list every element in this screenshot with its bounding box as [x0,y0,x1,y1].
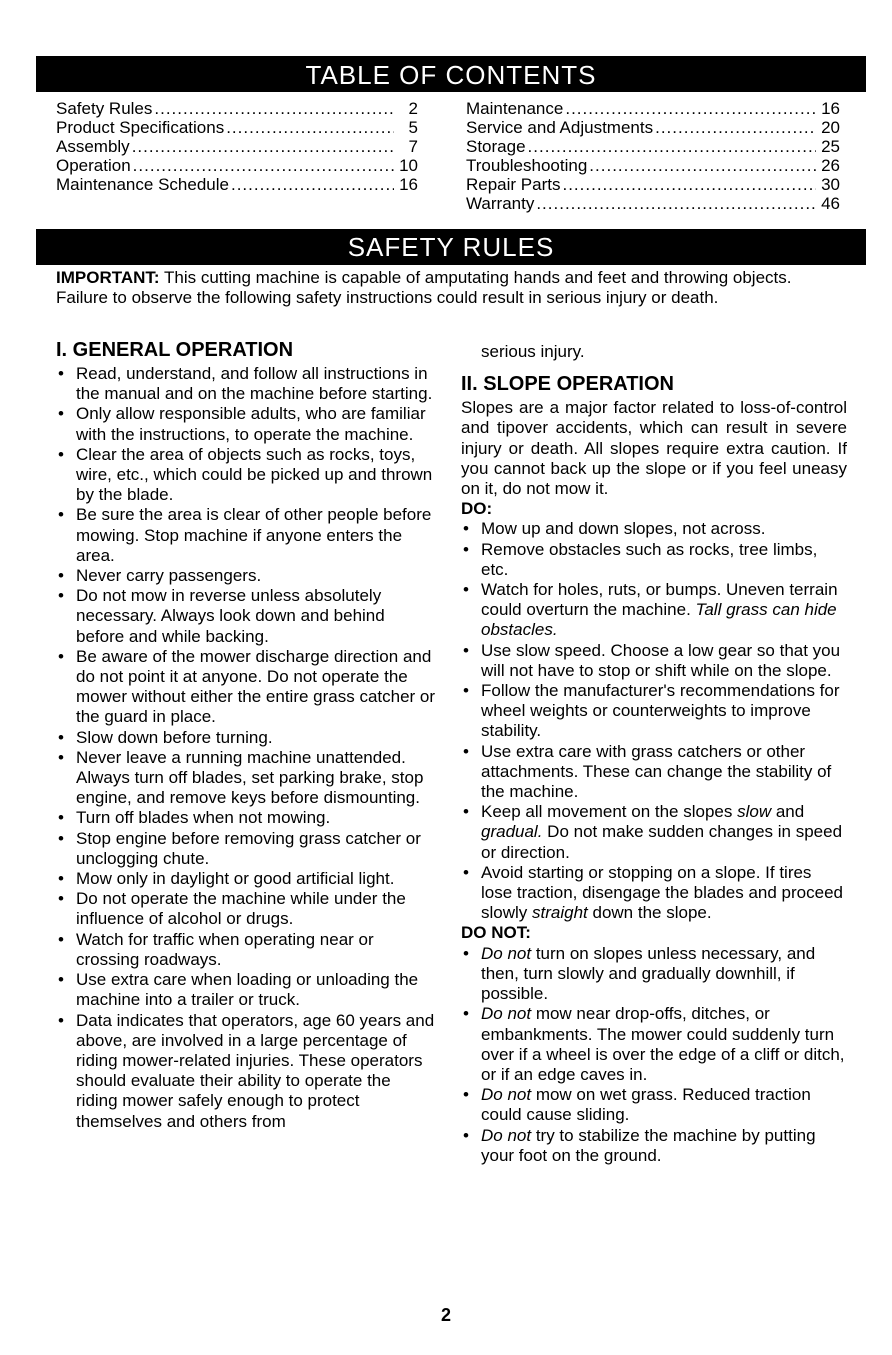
list-item [461,519,847,539]
toc-entry-label: Service and Adjustments [466,118,654,137]
list-item-text: Watch for holes, ruts, or bumps. Uneven terrain could overturn the machine. [481,580,838,620]
list-item [461,742,847,803]
toc-entry-page: 16 [821,99,840,118]
toc-entry-page: 46 [821,194,840,213]
do-label: DO: [461,499,493,519]
toc-entry-label: Safety Rules [56,99,153,118]
list-item-emphasis: slow [737,802,772,822]
list-item: • Slow down before turning. [56,728,436,748]
list-item-text: Mow up and down slopes, not across. [481,519,766,539]
important-text: This cutting machine is capable of amputating hands and feet and throwing objects. Failure to observe the following safety instructions could result in serious injury or death. [56,268,792,307]
list-item [461,580,847,641]
list-item [461,540,847,580]
list-item [461,802,847,863]
list-item: • Mow only in daylight or good artificial light. [56,869,436,889]
list-item: • Never carry passengers. [56,566,436,586]
list-item: • Never leave a running machine unattended. Always turn off blades, set parking brake, stop engine, and remove keys before dismounting. [56,748,436,809]
toc-entry[interactable] [466,118,840,137]
toc-entry-label: Troubleshooting [466,156,588,175]
list-item-text: mow on wet grass. Reduced traction could cause sliding. [481,1085,811,1125]
list-item: • Watch for traffic when operating near or crossing roadways. [56,930,436,970]
list-item: • Only allow responsible adults, who are familiar with the instructions, to operate the machine. [56,404,436,444]
slope-intro: Slopes are a major factor related to loss-of-control and tipover accidents, which can result in severe injury or death. All slopes require extra caution. If you cannot back up the slope or if you feel uneasy on it, do not mow it. [461,398,847,499]
list-item [461,641,847,681]
list-item-text: Use slow speed. Choose a low gear so that you will not have to stop or shift while on the slope. [481,640,841,680]
toc-entry-page: 20 [821,118,840,137]
list-item-text: mow near drop-offs, ditches, or embankments. The mower could suddenly turn over if a wheel is over the edge of a cliff or ditch, or if an edge caves in. [481,1004,845,1084]
list-item [461,863,847,924]
toc-entry-page: 10 [399,156,418,175]
list-item: • Use extra care when loading or unloading the machine into a trailer or truck. [56,970,436,1010]
toc-entry[interactable] [56,137,418,156]
list-item [461,1126,847,1166]
toc-entry-label: Product Specifications [56,118,225,137]
list-item-text: Avoid starting or stopping on a slope. If tires lose traction, disengage the blades and proceed slowly [481,862,843,923]
list-item: • Turn off blades when not mowing. [56,808,436,828]
list-item [461,1004,847,1085]
list-item: • Do not mow in reverse unless absolutely necessary. Always look down and behind before and while backing. [56,586,436,647]
toc-entry[interactable] [466,156,840,175]
toc-entry-label: Assembly [56,137,130,156]
section-heading: I. GENERAL OPERATION [56,339,294,361]
toc-entry[interactable] [466,194,840,213]
list-item: • Do not operate the machine while under the influence of alcohol or drugs. [56,889,436,929]
toc-header: TABLE OF CONTENTS [36,56,866,92]
safety-rules-header: SAFETY RULES [36,229,866,265]
slope-operation-section [461,342,847,1166]
list-item: • Data indicates that operators, age 60 years and above, are involved in a large percentage of riding mower-related injuries. These operators should evaluate their ability to operate the riding mower safely enough to protect themselves and others from [56,1011,436,1132]
toc-entry-page: 2 [408,99,418,118]
list-item-text: down the slope. [587,903,712,923]
list-item-text: Follow the manufacturer's recommendations for wheel weights or counterweights to improve stability. [481,681,840,741]
list-item-emphasis: Tall grass can hide obstacles. [481,600,837,640]
list-item-emphasis: Do not [481,1085,532,1105]
important-label: IMPORTANT: [56,268,160,287]
list-item [461,944,847,1005]
toc-entry[interactable] [56,156,418,175]
list-item-text: Remove obstacles such as rocks, tree limbs, etc. [481,539,818,579]
list-item: • Stop engine before removing grass catcher or unclogging chute. [56,829,436,869]
toc-entry-page: 30 [821,175,840,194]
section-heading: II. SLOPE OPERATION [461,373,674,396]
general-continued-text: serious injury. [481,342,585,361]
list-item-text: try to stabilize the machine by putting your foot on the ground. [481,1125,816,1165]
list-item-emphasis: Do not [481,943,532,963]
toc-entry-label: Storage [466,137,526,156]
list-item [461,1085,847,1125]
toc-entry-page: 25 [821,137,840,156]
toc-entry-label: Maintenance [466,99,564,118]
toc-entry[interactable] [56,175,418,194]
list-item-text: Use extra care with grass catchers or other attachments. These can change the stability of the machine. [481,741,832,802]
toc-entry[interactable] [466,99,840,118]
toc-entry-label: Repair Parts [466,175,561,194]
toc-entry-label: Operation [56,156,131,175]
list-item-text: and [771,802,805,822]
toc-entry-label: Maintenance Schedule [56,175,229,194]
list-item-text: Do not make sudden changes in speed or direction. [481,822,843,862]
do-not-label: DO NOT: [461,923,531,943]
toc-entry-page: 7 [408,137,418,156]
list-item [461,681,847,742]
list-item: • Read, understand, and follow all instructions in the manual and on the machine before starting. [56,364,436,404]
toc-entry[interactable] [56,99,418,118]
page-number: 2 [440,1305,451,1325]
toc-entry-page: 26 [821,156,840,175]
toc-right-column [466,99,840,213]
list-item-text: Keep all movement on the slopes [481,802,738,822]
list-item-emphasis: gradual. [481,822,543,842]
toc-entry-label: Warranty [466,194,535,213]
list-item: • Be aware of the mower discharge direction and do not point it at anyone. Do not operate the mower without either the entire grass catcher or the guard in place. [56,647,436,728]
list-item: • Be sure the area is clear of other people before mowing. Stop machine if anyone enters the area. [56,505,436,566]
toc-entry-page: 5 [408,118,418,137]
general-rules-list [56,364,436,1132]
toc-entry[interactable] [56,118,418,137]
important-notice [56,268,846,308]
list-item-emphasis: Do not [481,1125,532,1145]
list-item-text: turn on slopes unless necessary, and then, turn slowly and gradually downhill, if possible. [481,943,816,1004]
general-operation-section [56,338,436,1132]
toc-entry[interactable] [466,137,840,156]
do-not-list [461,944,847,1166]
list-item-emphasis: straight [532,903,588,923]
toc-entry[interactable] [466,175,840,194]
toc-left-column [56,99,418,194]
do-list [461,519,847,923]
list-item: • Clear the area of objects such as rocks, toys, wire, etc., which could be picked up and thrown by the blade. [56,445,436,506]
list-item-emphasis: Do not [481,1004,532,1024]
toc-entry-page: 16 [399,175,418,194]
